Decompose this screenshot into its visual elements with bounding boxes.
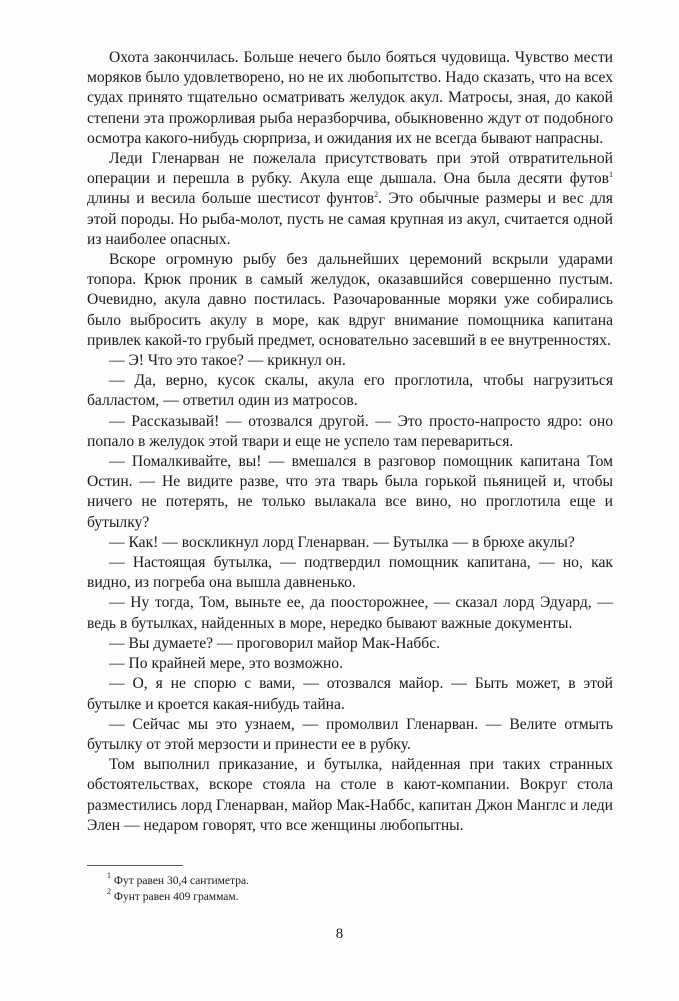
footnote-ref-1: 1 [609,170,613,180]
dialogue-line-8: — Вы думаете? — проговорил майор Мак-Наббс. [109,634,441,652]
footnote-divider [87,865,183,866]
dialogue-line-11: — Сейчас мы это узнаем, — промолвил Гленарван. — Велите отмыть бутылку от этой мерзости и принести ее в рубку. [87,715,613,753]
dialogue-line-1: — Э! Что это такое? — крикнул он. [109,352,346,370]
footnote-2-text: Фунт равен 409 граммам. [111,891,239,903]
paragraph-final: Том выполнил приказание, и бутылка, найденная при таких странных обстоятельствах, вскоре стояла на столе в кают-компании. Вокруг стола разместились лорд Гленарван, майор Мак-Наббс, капитан Джон Манглс и леди Элен — недаром говорят, что все женщины любопытны. [87,756,613,834]
footnotes [87,873,613,905]
footnote-1-text: Фут равен 30,4 сантиметра. [111,875,249,887]
paragraph-1: Охота закончилась. Больше нечего было бояться чудовища. Чувство мести моряков было удовлетворено, но не их любопытство. Надо сказать, что на всех судах принято тщательно осматривать желудок акул. Матросы, зная, до какой степени эта прожорливая рыба неразборчива, обыкновенно ждут от подобного осмотра какого-нибудь сюрприза, и ожидания их не всегда бывают напрасны. [87,49,613,147]
paragraph-2-part-3: . Это обычные размеры и вес для этой породы. Но рыба-молот, пусть не самая крупная из акул, считается одной из наиболее опасных. [87,190,613,248]
dialogue-line-5: — Как! — воскликнул лорд Гленарван. — Бутылка — в брюхе акулы? [109,533,575,551]
paragraph-3: Вскоре огромную рыбу без дальнейших церемоний вскрыли ударами топора. Крюк проник в самый желудок, оказавшийся совершенно пустым. Очевидно, акула давно постилась. Разочарованные моряки уже собирались было выбросить акулу в море, как вдруг внимание помощника капитана привлек какой-то грубый предмет, основательно засевший в ее внутренностях. [87,251,613,349]
dialogue-line-7: — Ну тогда, Том, выньте ее, да поосторожнее, — сказал лорд Эдуард, — ведь в бутылках, найденных в море, нередко бывают важные документы. [87,594,613,632]
dialogue-line-2: — Да, верно, кусок скалы, акула его проглотила, чтобы нагрузиться балластом, — ответил один из матросов. [87,372,613,410]
footnote-ref-2: 2 [374,190,379,200]
footnote-1-mark: 1 [107,871,111,880]
footnote-2 [87,889,613,905]
dialogue-line-9: — По крайней мере, это возможно. [109,655,343,673]
body-text [87,48,613,836]
dialogue-line-4: — Помалкивайте, вы! — вмешался в разговор помощник капитана Том Остин. — Не видите разве, что эта тварь была горькой пьяницей и, чтобы ничего не потерять, не только вылакала все вино, но проглотила еще и бутылку? [87,453,613,531]
footnote-1 [87,873,613,889]
dialogue-line-6: — Настоящая бутылка, — подтвердил помощник капитана, — но, как видно, из погреба она вышла давненько. [87,554,613,592]
footnote-2-mark: 2 [107,887,111,896]
dialogue-line-3: — Рассказывай! — отозвался другой. — Это просто-напросто ядро: оно попало в желудок этой твари и еще не успело там перевариться. [87,412,613,450]
paragraph-2 [87,149,613,250]
paragraph-2-part-2: длины и весила больше шестисот фунтов [87,190,375,208]
page-number: 8 [335,926,344,942]
dialogue-line-10: — О, я не спорю с вами, — отозвался майор. — Быть может, в этой бутылке и кроется какая-нибудь тайна. [87,675,613,713]
paragraph-2-part-1: Леди Гленарван не пожелала присутствовать при этой отвратительной операции и перешла в рубку. Акула еще дышала. Она была десяти футов [87,150,613,188]
